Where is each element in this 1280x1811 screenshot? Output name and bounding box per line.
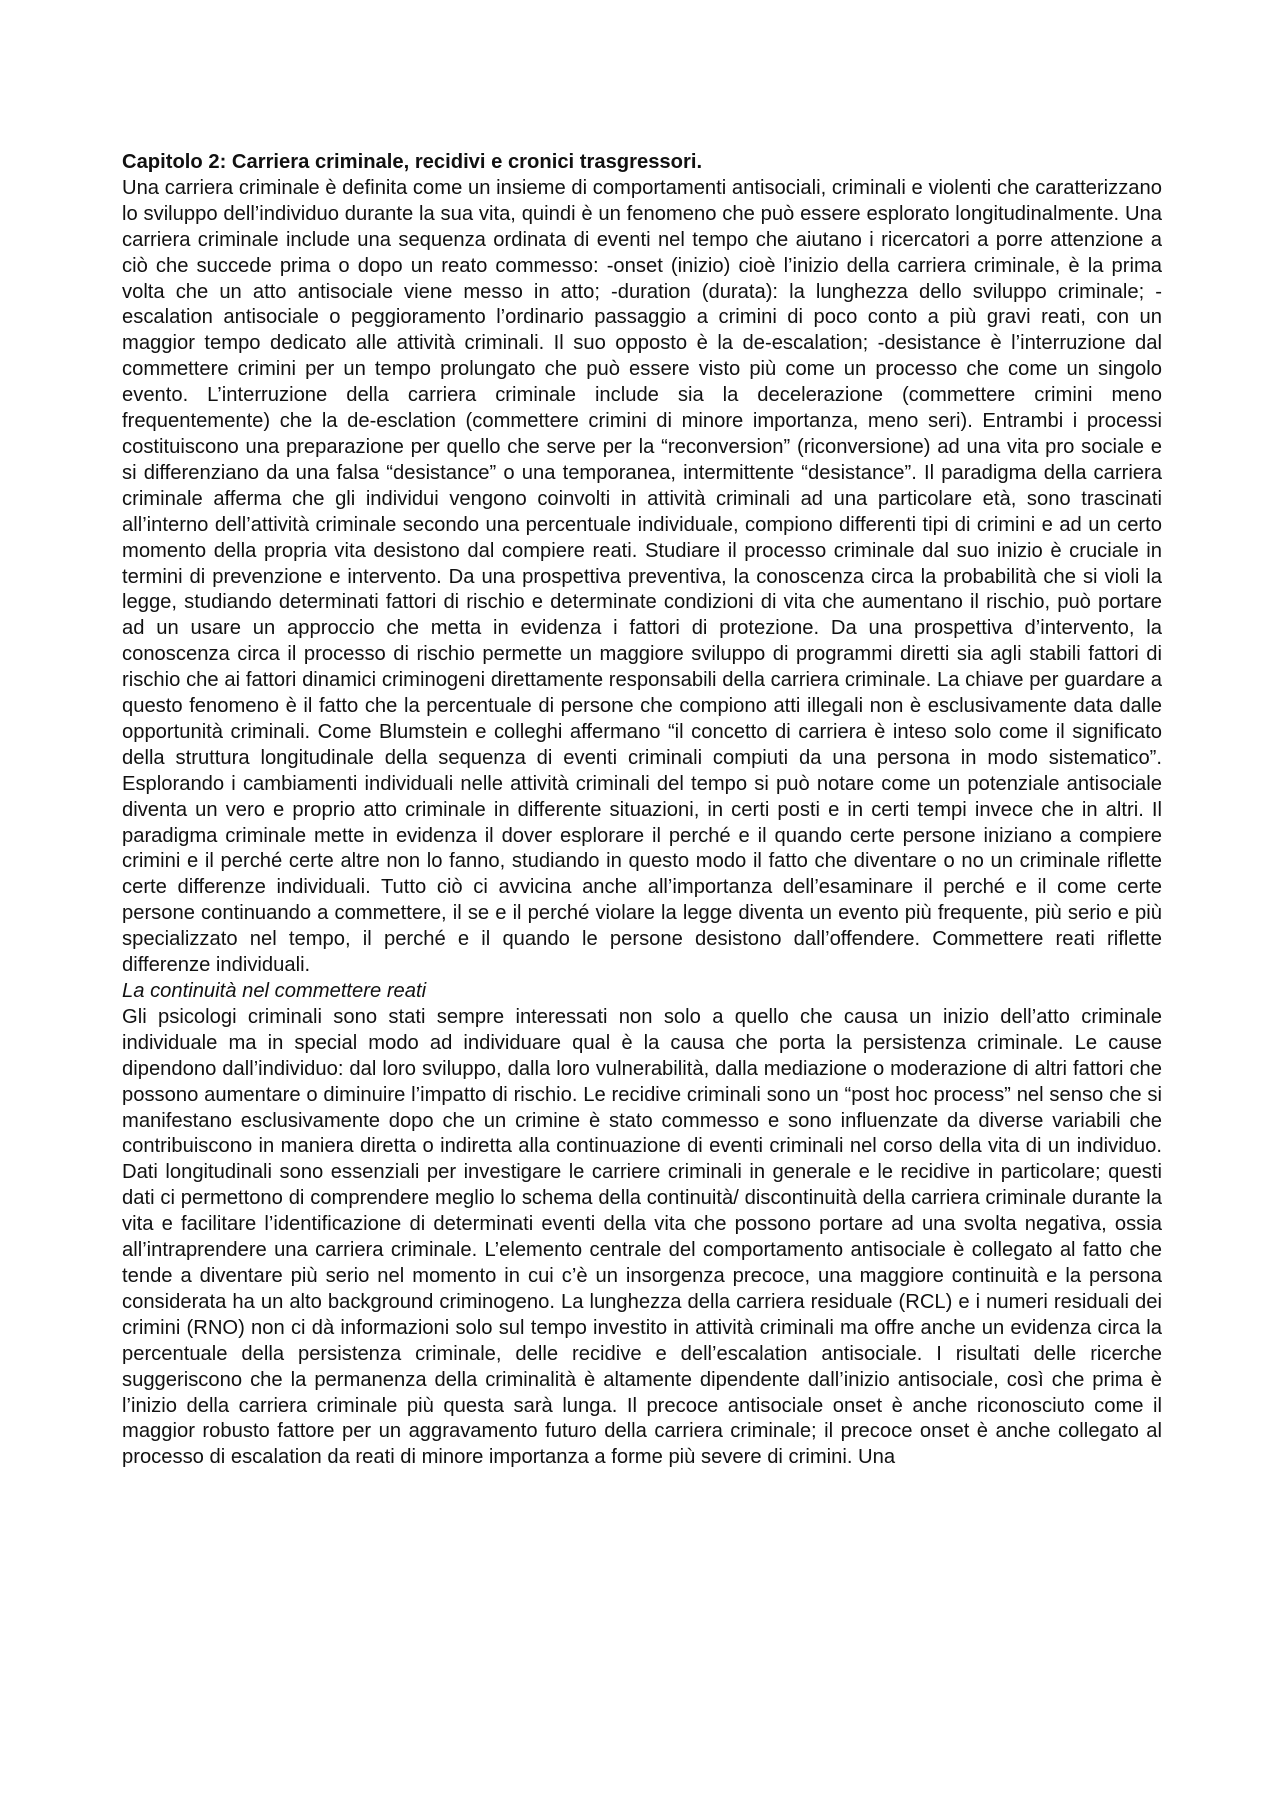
body-paragraph-1: Una carriera criminale è definita come un insieme di comportamenti antisociali, criminali e violenti che caratterizzano lo sviluppo dell’individuo durante la sua vita, quindi è un fenomeno che può essere esplorato longitudinalmente. Una carriera criminale include una sequenza ordinata di eventi nel tempo che aiutano i ricercatori a porre attenzione a ciò che succede prima o dopo un reato commesso: -onset (inizio) cioè l’inizio della carriera criminale, è la prima volta che un atto antisociale viene messo in atto; -duration (durata): la lunghezza dello sviluppo criminale; -escalation antisociale o peggioramento l’ordinario passaggio a crimini di poco conto a più gravi reati, con un maggior tempo dedicato alle attività criminali. Il suo opposto è la de-escalation; -desistance è l’interruzione dal commettere crimini per un tempo prolungato che può essere visto più come un processo che come un singolo evento. L’interruzione della carriera criminale include sia la decelerazione (commettere crimini meno frequentemente) che la de-esclation (commettere crimini di minore importanza, meno seri). Entrambi i processi costituiscono una preparazione per quello che serve per la “reconversion” (riconversione) ad una vita pro sociale e si differenziano da una falsa “desistance” o una temporanea, intermittente “desistance”. Il paradigma della carriera criminale afferma che gli individui vengono coinvolti in attività criminali ad una particolare età, sono trascinati all’interno dell’attività criminale secondo una percentuale individuale, compiono differenti tipi di crimini e ad un certo momento della propria vita desistono dal compiere reati. Studiare il processo criminale dal suo inizio è cruciale in termini di prevenzione e intervento. Da una prospettiva preventiva, la conoscenza circa la probabilità che si violi la legge, studiando determinati fattori di rischio e determinate condizioni di vita che aumentano il rischio, può portare ad un usare un approccio che metta in evidenza i fattori di protezione. Da una prospettiva d’intervento, la conoscenza circa il processo di rischio permette un maggiore sviluppo di programmi diretti sia agli stabili fattori di rischio che ai fattori dinamici criminogeni direttamente responsabili della carriera criminale. La chiave per guardare a questo fenomeno è il fatto che la percentuale di persone che compiono atti illegali non è esclusivamente data dalle opportunità criminali. Come Blumstein e colleghi affermano “il concetto di carriera è inteso solo come il significato della struttura longitudinale della sequenza di eventi criminali compiuti da una persona in modo sistematico”. Esplorando i cambiamenti individuali nelle attività criminali del tempo si può notare come un potenziale antisociale diventa un vero e proprio atto criminale in differente situazioni, in certi posti e in certi tempi invece che in altri. Il paradigma criminale mette in evidenza il dover esplorare il perché e il quando certe persone iniziano a compiere crimini e il perché certe altre non lo fanno, studiando in questo modo il fatto che diventare o no un criminale riflette certe differenze individuali. Tutto ciò ci avvicina anche all’importanza dell’esaminare il perché e il come certe persone continuando a commettere, il se e il perché violare la legge diventa un evento più frequente, più serio e più specializzato nel tempo, il perché e il quando le persone desistono dall’offendere. Commettere reati riflette differenze individuali. <box>122 176 1162 977</box>
section-subheading: La continuità nel commettere reati <box>122 980 427 1002</box>
chapter-title: Capitolo 2: Carriera criminale, recidivi e cronici trasgressori. <box>122 151 703 173</box>
document-page <box>122 150 1162 1471</box>
body-paragraph-2: Gli psicologi criminali sono stati sempre interessati non solo a quello che causa un inizio dell’atto criminale individuale ma in special modo ad individuare qual è la causa che porta la persistenza criminale. Le cause dipendono dall’individuo: dal loro sviluppo, dalla loro vulnerabilità, dalla mediazione o moderazione di altri fattori che possono aumentare o diminuire l’impatto di rischio. Le recidive criminali sono un “post hoc process” nel senso che si manifestano esclusivamente dopo che un crimine è stato commesso e sono influenzate da diverse variabili che contribuiscono in maniera diretta o indiretta alla continuazione di eventi criminali nel corso della vita di un individuo. Dati longitudinali sono essenziali per investigare le carriere criminali in generale e le recidive in particolare; questi dati ci permettono di comprendere meglio lo schema della continuità/ discontinuità della carriera criminale durante la vita e facilitare l’identificazione di determinati eventi della vita che possono portare ad una svolta negativa, ossia all’intraprendere una carriera criminale. L’elemento centrale del comportamento antisociale è collegato al fatto che tende a diventare più serio nel momento in cui c’è un insorgenza precoce, una maggiore continuità e la persona considerata ha un alto background criminogeno. La lunghezza della carriera residuale (RCL) e i numeri residuali dei crimini (RNO) non ci dà informazioni solo sul tempo investito in attività criminali ma offre anche un evidenza circa la percentuale della persistenza criminale, delle recidive e dell’escalation antisociale. I risultati delle ricerche suggeriscono che la permanenza della criminalità è altamente dipendente dall’inizio antisociale, così che prima è l’inizio della carriera criminale più questa sarà lunga. Il precoce antisociale onset è anche riconosciuto come il maggior robusto fattore per un aggravamento futuro della carriera criminale; il precoce onset è anche collegato al processo di escalation da reati di minore importanza a forme più severe di crimini. Una <box>122 1005 1162 1469</box>
